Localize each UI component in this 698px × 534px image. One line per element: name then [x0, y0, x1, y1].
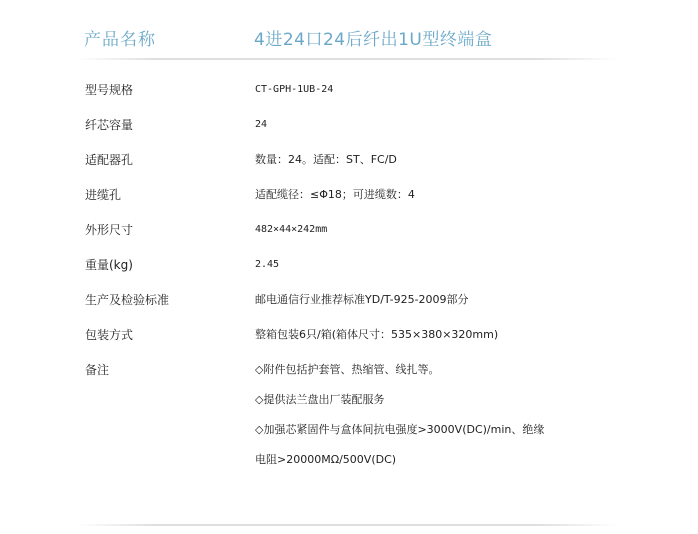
spec-label: 纤芯容量: [85, 118, 134, 132]
note-line: 电阻>20000MΩ/500V(DC): [255, 453, 397, 466]
spec-value: 2.45: [255, 259, 280, 270]
spec-label: 外形尺寸: [85, 223, 134, 237]
spec-row-weight: [0, 255, 698, 275]
spec-value: 482×44×242mm: [255, 224, 328, 235]
spec-value: 适配缆径：≤Φ18；可进缆数：4: [255, 188, 415, 201]
header-divider: [76, 58, 618, 60]
spec-label: 型号规格: [85, 83, 134, 97]
product-name-label: 产品名称: [84, 30, 156, 50]
spec-row-model: [0, 80, 698, 100]
footer-divider: [76, 524, 618, 526]
spec-value: 整箱包装6只/箱(箱体尺寸：535×380×320mm): [255, 328, 499, 341]
spec-value: 邮电通信行业推荐标准YD/T-925-2009部分: [255, 293, 469, 306]
spec-label: 重量(kg): [85, 258, 133, 272]
note-line: ◇提供法兰盘出厂装配服务: [255, 393, 385, 406]
spec-label: 包装方式: [85, 328, 134, 342]
spec-value: 24: [255, 119, 268, 130]
spec-row-adapter: [0, 150, 698, 170]
spec-row-capacity: [0, 115, 698, 135]
spec-row-cable-inlet: [0, 185, 698, 205]
note-line: ◇加强芯紧固件与盒体间抗电强度>3000V(DC)/min、绝缘: [255, 423, 545, 436]
spec-label: 进缆孔: [85, 188, 122, 202]
spec-row-packaging: [0, 325, 698, 345]
spec-label: 适配器孔: [85, 153, 134, 167]
spec-value: CT-GPH-1UB-24: [255, 84, 334, 95]
spec-row-dimensions: [0, 220, 698, 240]
note-line: ◇附件包括护套管、热缩管、线扎等。: [255, 363, 440, 376]
spec-value: 数量：24。适配：ST、FC/D: [255, 153, 397, 166]
notes-label: 备注: [85, 363, 110, 377]
spec-label: 生产及检验标准: [85, 293, 170, 307]
spec-row-standard: [0, 290, 698, 310]
product-header: [0, 0, 698, 64]
spec-row-notes: [0, 360, 698, 480]
product-name-value: 4进24口24后纤出1U型终端盒: [254, 30, 493, 50]
